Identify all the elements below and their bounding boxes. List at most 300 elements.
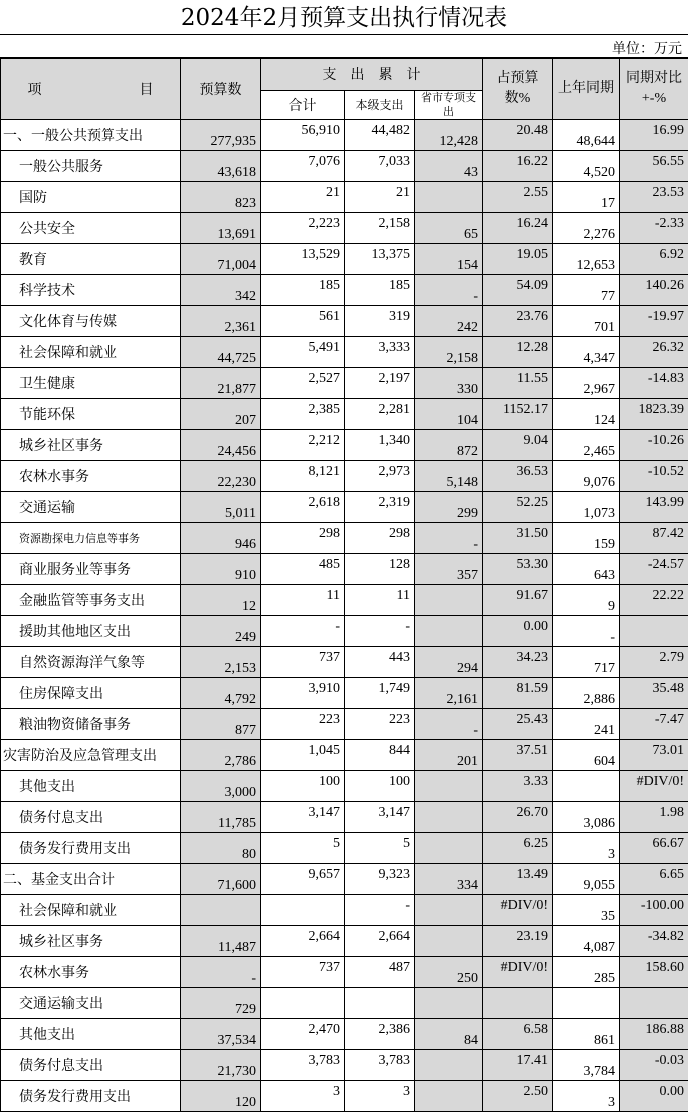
cell-province [415,771,483,802]
cell-province [415,616,483,647]
cell-level: 5 [345,833,415,864]
cell-level: 1,749 [345,678,415,709]
cell-yoy: -10.26 [620,430,688,461]
cell-budget: 71,600 [181,864,261,895]
cell-budget: 249 [181,616,261,647]
cell-pct: 37.51 [483,740,553,771]
row-name: 债务发行费用支出 [1,833,181,864]
cell-yoy: 87.42 [620,523,688,554]
cell-level: 487 [345,957,415,988]
cell-budget: 2,786 [181,740,261,771]
cell-budget: 22,230 [181,461,261,492]
cell-province [415,585,483,616]
header-item: 项 目 [1,59,181,120]
row-name: 其他支出 [1,1019,181,1050]
page-title: 2024年2月预算支出执行情况表 [0,0,688,35]
cell-pct: #DIV/0! [483,957,553,988]
cell-total: 100 [261,771,345,802]
cell-province [415,833,483,864]
row-name: 金融监管等事务支出 [1,585,181,616]
table-row [1,1081,688,1112]
cell-budget: 120 [181,1081,261,1112]
cell-last: 717 [553,647,620,678]
cell-level: 319 [345,306,415,337]
header-pct-text: 占预算数% [497,71,539,106]
row-name: 粮油物资储备事务 [1,709,181,740]
cell-yoy: 1.98 [620,802,688,833]
cell-province [415,182,483,213]
cell-pct: 17.41 [483,1050,553,1081]
cell-total: 298 [261,523,345,554]
cell-level: 844 [345,740,415,771]
cell-budget: 910 [181,554,261,585]
header-yoy-text: 同期对比+-% [626,71,682,106]
cell-last: 3,086 [553,802,620,833]
cell-province: - [415,275,483,306]
cell-total: 13,529 [261,244,345,275]
cell-pct: 16.24 [483,213,553,244]
cell-pct: 91.67 [483,585,553,616]
cell-province: 250 [415,957,483,988]
cell-total: 2,223 [261,213,345,244]
table-row [1,492,688,523]
cell-level: 443 [345,647,415,678]
cell-yoy: 2.79 [620,647,688,678]
row-name: 其他支出 [1,771,181,802]
cell-yoy: -19.97 [620,306,688,337]
cell-province: 84 [415,1019,483,1050]
table-row [1,957,688,988]
cell-province: 201 [415,740,483,771]
header-last-year [553,59,620,120]
cell-last: - [553,616,620,647]
cell-province [415,1081,483,1112]
cell-pct: 20.48 [483,120,553,151]
cell-pct: 6.25 [483,833,553,864]
cell-province: - [415,523,483,554]
cell-province: 872 [415,430,483,461]
cell-province [415,802,483,833]
cell-total: 2,618 [261,492,345,523]
table-row [1,275,688,306]
cell-budget: 2,361 [181,306,261,337]
cell-level: 7,033 [345,151,415,182]
table-row [1,864,688,895]
table-row [1,740,688,771]
table-row [1,802,688,833]
cell-yoy: 186.88 [620,1019,688,1050]
cell-pct: 2.55 [483,182,553,213]
cell-last: 77 [553,275,620,306]
cell-total: 9,657 [261,864,345,895]
cell-level: 2,973 [345,461,415,492]
row-name: 债务发行费用支出 [1,1081,181,1112]
cell-last: 17 [553,182,620,213]
cell-budget: 277,935 [181,120,261,151]
header-last-year-text: 上年同期 [558,81,614,96]
cell-yoy: 56.55 [620,151,688,182]
cell-total: 3,147 [261,802,345,833]
cell-yoy: -0.03 [620,1050,688,1081]
cell-level: - [345,616,415,647]
cell-total [261,988,345,1019]
cell-last [553,988,620,1019]
cell-pct: 53.30 [483,554,553,585]
cell-pct: #DIV/0! [483,895,553,926]
cell-province: 43 [415,151,483,182]
cell-last: 3 [553,833,620,864]
table-row [1,306,688,337]
row-name: 自然资源海洋气象等 [1,647,181,678]
row-name: 援助其他地区支出 [1,616,181,647]
cell-province [415,926,483,957]
header-level: 本级支出 [345,90,415,119]
cell-last: 604 [553,740,620,771]
cell-pct: 54.09 [483,275,553,306]
cell-last: 2,276 [553,213,620,244]
cell-total: 2,470 [261,1019,345,1050]
row-name: 资源勘探电力信息等事务 [1,523,181,554]
cell-yoy: -10.52 [620,461,688,492]
row-name: 社会保障和就业 [1,337,181,368]
cell-last: 159 [553,523,620,554]
cell-yoy: 35.48 [620,678,688,709]
row-name: 交通运输支出 [1,988,181,1019]
cell-budget: 11,487 [181,926,261,957]
cell-last: 701 [553,306,620,337]
cell-level: 3,783 [345,1050,415,1081]
cell-total: 2,664 [261,926,345,957]
cell-total: 2,212 [261,430,345,461]
cell-province: 242 [415,306,483,337]
cell-province [415,1050,483,1081]
cell-yoy: 140.26 [620,275,688,306]
cell-province [415,895,483,926]
cell-total: 7,076 [261,151,345,182]
cell-yoy: 73.01 [620,740,688,771]
cell-level: 3 [345,1081,415,1112]
row-name: 农林水事务 [1,957,181,988]
cell-budget: 43,618 [181,151,261,182]
cell-yoy: #DIV/0! [620,771,688,802]
cell-total: 3,783 [261,1050,345,1081]
cell-level: 2,281 [345,399,415,430]
row-name: 国防 [1,182,181,213]
cell-pct: 25.43 [483,709,553,740]
cell-level: 2,158 [345,213,415,244]
cell-last: 4,087 [553,926,620,957]
cell-budget: 21,877 [181,368,261,399]
row-name: 商业服务业等事务 [1,554,181,585]
cell-pct: 1152.17 [483,399,553,430]
unit-label: 单位：万元 [612,38,682,58]
cell-budget: 11,785 [181,802,261,833]
cell-budget: 729 [181,988,261,1019]
table-row [1,771,688,802]
table-row [1,368,688,399]
header-budget: 预算数 [181,59,261,120]
table-row [1,244,688,275]
cell-yoy: 6.92 [620,244,688,275]
row-name: 灾害防治及应急管理支出 [1,740,181,771]
cell-yoy: 66.67 [620,833,688,864]
cell-last: 643 [553,554,620,585]
cell-province: 2,158 [415,337,483,368]
cell-yoy: -24.57 [620,554,688,585]
table-row [1,523,688,554]
table-row [1,213,688,244]
cell-total [261,895,345,926]
table-row [1,120,688,151]
cell-level: 3,147 [345,802,415,833]
cell-budget: 12 [181,585,261,616]
cell-total: 737 [261,647,345,678]
cell-pct: 16.22 [483,151,553,182]
cell-level: 11 [345,585,415,616]
cell-pct: 31.50 [483,523,553,554]
cell-budget: 877 [181,709,261,740]
cell-budget: - [181,957,261,988]
cell-level: 1,340 [345,430,415,461]
table-row [1,585,688,616]
row-name: 卫生健康 [1,368,181,399]
cell-budget: 4,792 [181,678,261,709]
cell-yoy: 158.60 [620,957,688,988]
cell-province: 357 [415,554,483,585]
cell-province: 65 [415,213,483,244]
cell-province: 334 [415,864,483,895]
row-name: 社会保障和就业 [1,895,181,926]
table-row [1,1050,688,1081]
cell-yoy: 26.32 [620,337,688,368]
cell-budget [181,895,261,926]
cell-yoy: 0.00 [620,1081,688,1112]
cell-province: 5,148 [415,461,483,492]
table-row [1,988,688,1019]
cell-yoy [620,616,688,647]
cell-last: 35 [553,895,620,926]
cell-budget: 44,725 [181,337,261,368]
cell-total: 2,527 [261,368,345,399]
cell-last: 2,465 [553,430,620,461]
table-body [1,120,688,1112]
cell-level: 9,323 [345,864,415,895]
cell-last: 3 [553,1081,620,1112]
cell-total: 5 [261,833,345,864]
header-province-text: 省市专项支出 [421,92,476,118]
cell-pct: 0.00 [483,616,553,647]
cell-province: 104 [415,399,483,430]
cell-total: - [261,616,345,647]
budget-table [0,58,688,1112]
row-name: 二、基金支出合计 [1,864,181,895]
cell-level: 185 [345,275,415,306]
cell-level: - [345,895,415,926]
row-name: 文化体育与传媒 [1,306,181,337]
cell-yoy: 23.53 [620,182,688,213]
cell-budget: 823 [181,182,261,213]
cell-budget: 342 [181,275,261,306]
cell-pct: 52.25 [483,492,553,523]
cell-pct: 26.70 [483,802,553,833]
cell-yoy: 16.99 [620,120,688,151]
table-row [1,554,688,585]
cell-level: 21 [345,182,415,213]
header-cumulative: 支 出 累 计 [261,59,483,91]
row-name: 债务付息支出 [1,1050,181,1081]
cell-province: 154 [415,244,483,275]
cell-yoy: 1823.39 [620,399,688,430]
cell-level: 2,197 [345,368,415,399]
cell-province: 12,428 [415,120,483,151]
cell-pct: 13.49 [483,864,553,895]
cell-province: 299 [415,492,483,523]
cell-last: 9,076 [553,461,620,492]
cell-pct: 34.23 [483,647,553,678]
cell-budget: 5,011 [181,492,261,523]
cell-level: 44,482 [345,120,415,151]
row-name: 教育 [1,244,181,275]
cell-province [415,988,483,1019]
table-row [1,926,688,957]
cell-level: 13,375 [345,244,415,275]
table-row [1,151,688,182]
cell-level: 2,664 [345,926,415,957]
table-row [1,833,688,864]
cell-pct: 36.53 [483,461,553,492]
cell-pct: 81.59 [483,678,553,709]
cell-yoy: -100.00 [620,895,688,926]
cell-total: 3,910 [261,678,345,709]
cell-total: 11 [261,585,345,616]
header-pct [483,59,553,120]
cell-last: 2,967 [553,368,620,399]
cell-budget: 71,004 [181,244,261,275]
cell-budget: 2,153 [181,647,261,678]
row-name: 节能环保 [1,399,181,430]
cell-last [553,771,620,802]
cell-budget: 207 [181,399,261,430]
cell-total: 5,491 [261,337,345,368]
cell-total: 485 [261,554,345,585]
cell-pct: 2.50 [483,1081,553,1112]
row-name: 住房保障支出 [1,678,181,709]
cell-budget: 37,534 [181,1019,261,1050]
cell-last: 4,520 [553,151,620,182]
cell-last: 4,347 [553,337,620,368]
cell-pct: 3.33 [483,771,553,802]
row-name: 债务付息支出 [1,802,181,833]
cell-pct: 23.76 [483,306,553,337]
table-row [1,182,688,213]
cell-yoy: 22.22 [620,585,688,616]
table-row [1,1019,688,1050]
cell-total: 56,910 [261,120,345,151]
row-name: 一、一般公共预算支出 [1,120,181,151]
cell-yoy: 6.65 [620,864,688,895]
cell-yoy: -14.83 [620,368,688,399]
cell-level: 100 [345,771,415,802]
cell-budget: 13,691 [181,213,261,244]
cell-last: 241 [553,709,620,740]
header-total: 合计 [261,90,345,119]
cell-last: 9 [553,585,620,616]
table-row [1,461,688,492]
table-row [1,709,688,740]
cell-budget: 3,000 [181,771,261,802]
cell-last: 48,644 [553,120,620,151]
cell-last: 3,784 [553,1050,620,1081]
cell-pct: 11.55 [483,368,553,399]
cell-pct: 6.58 [483,1019,553,1050]
cell-pct: 12.28 [483,337,553,368]
table-row [1,337,688,368]
row-name: 公共安全 [1,213,181,244]
table-row [1,430,688,461]
header-yoy [620,59,688,120]
cell-level: 2,319 [345,492,415,523]
cell-yoy: -2.33 [620,213,688,244]
cell-budget: 21,730 [181,1050,261,1081]
row-name: 农林水事务 [1,461,181,492]
cell-province: 2,161 [415,678,483,709]
cell-last: 9,055 [553,864,620,895]
cell-province: 330 [415,368,483,399]
row-name: 城乡社区事务 [1,926,181,957]
row-name: 城乡社区事务 [1,430,181,461]
cell-total: 8,121 [261,461,345,492]
cell-yoy: 143.99 [620,492,688,523]
row-name: 一般公共服务 [1,151,181,182]
cell-last: 2,886 [553,678,620,709]
cell-total: 561 [261,306,345,337]
cell-total: 3 [261,1081,345,1112]
row-name: 科学技术 [1,275,181,306]
cell-pct: 9.04 [483,430,553,461]
cell-last: 1,073 [553,492,620,523]
cell-level: 128 [345,554,415,585]
cell-level: 2,386 [345,1019,415,1050]
cell-pct: 19.05 [483,244,553,275]
cell-budget: 946 [181,523,261,554]
row-name: 交通运输 [1,492,181,523]
header-province [415,90,483,119]
cell-budget: 24,456 [181,430,261,461]
cell-yoy: -34.82 [620,926,688,957]
cell-last: 12,653 [553,244,620,275]
cell-yoy: -7.47 [620,709,688,740]
cell-last: 285 [553,957,620,988]
cell-yoy [620,988,688,1019]
table-row [1,616,688,647]
unit-bar [0,35,688,58]
cell-pct: 23.19 [483,926,553,957]
cell-total: 223 [261,709,345,740]
cell-last: 861 [553,1019,620,1050]
table-row [1,399,688,430]
cell-pct [483,988,553,1019]
cell-total: 21 [261,182,345,213]
table-row [1,678,688,709]
table-row [1,647,688,678]
cell-level: 3,333 [345,337,415,368]
cell-last: 124 [553,399,620,430]
cell-total: 1,045 [261,740,345,771]
cell-total: 185 [261,275,345,306]
cell-total: 737 [261,957,345,988]
cell-province: 294 [415,647,483,678]
cell-province: - [415,709,483,740]
